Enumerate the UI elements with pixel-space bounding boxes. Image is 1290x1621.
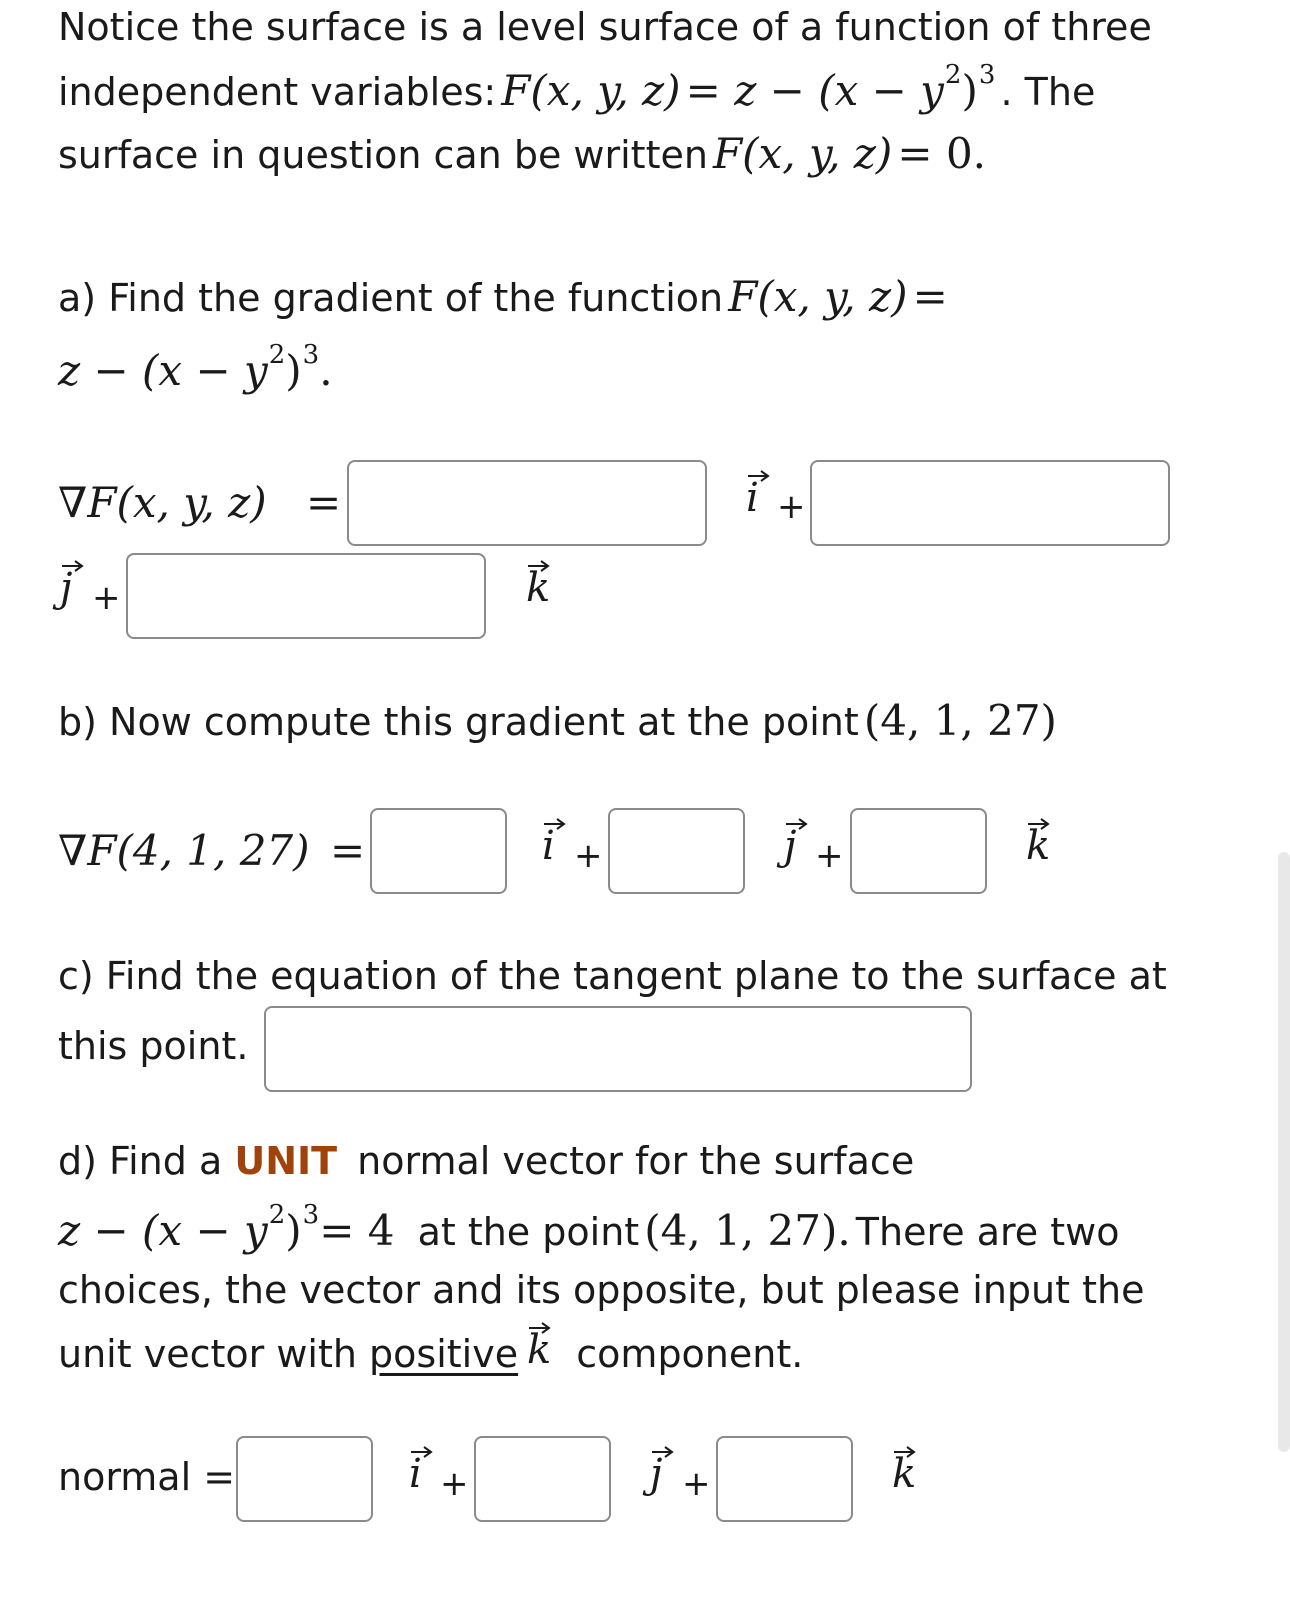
k-vector-label — [522, 560, 551, 611]
plus-sign: + — [682, 1464, 711, 1504]
plus-sign: + — [92, 578, 121, 618]
part-a-exp3: 3 — [302, 340, 320, 370]
part-d-eq4: = 4 — [319, 1206, 395, 1255]
part-a-line2 — [58, 340, 333, 395]
part-d-line2 — [58, 1200, 1120, 1255]
part-d-line1-prefix: d) Find a — [58, 1139, 223, 1183]
part-a-close: ) — [285, 346, 302, 395]
part-a-eq: = — [912, 272, 948, 321]
tangent-plane-input[interactable] — [264, 1006, 972, 1092]
part-b-grad-eq: = — [330, 826, 366, 875]
i-letter: i — [746, 475, 759, 521]
k-letter: k — [527, 1327, 552, 1373]
k-letter: k — [526, 565, 551, 611]
b-k-input[interactable] — [850, 808, 987, 894]
intro-line3-fx: F(x, y, z) — [713, 129, 893, 178]
part-d-close: ) — [285, 1206, 302, 1255]
intro-eq-zero: = 0. — [897, 129, 987, 178]
j-letter: j — [784, 823, 797, 869]
intro-line3-prefix: surface in question can be written — [58, 133, 708, 177]
grad-j-input[interactable] — [810, 460, 1170, 546]
unit-word: UNIT — [234, 1139, 338, 1183]
i-vector-label — [538, 818, 566, 869]
i-letter: i — [542, 823, 555, 869]
part-b-label: b) Now compute this gradient at the point — [58, 700, 859, 744]
normal-i-input[interactable] — [236, 1436, 373, 1522]
k-vector-label — [523, 1322, 552, 1373]
plus-sign: + — [815, 836, 844, 876]
b-j-input[interactable] — [608, 808, 745, 894]
intro-exp3: 3 — [978, 60, 996, 90]
part-d-expr: z − (x − y — [58, 1206, 268, 1255]
k-vector-label — [888, 1446, 917, 1497]
page-scrollbar[interactable] — [1278, 852, 1290, 1452]
k-letter: k — [1026, 823, 1051, 869]
part-b-grad-label: ∇F(4, 1, 27) — [58, 826, 310, 875]
part-d-exp2: 2 — [268, 1200, 286, 1230]
part-a-fx: F(x, y, z) — [728, 272, 908, 321]
part-d-point: (4, 1, 27). — [644, 1206, 851, 1255]
intro-line2-prefix: independent variables: — [58, 70, 497, 114]
part-d-at-text: at the point — [417, 1210, 640, 1254]
i-letter: i — [409, 1451, 422, 1497]
grad-k-input[interactable] — [126, 553, 486, 639]
intro-exp2: 2 — [944, 60, 962, 90]
b-i-input[interactable] — [370, 808, 507, 894]
j-vector-label — [646, 1446, 674, 1497]
part-d-line1 — [58, 1139, 915, 1183]
normal-j-input[interactable] — [474, 1436, 611, 1522]
k-vector-label — [1022, 818, 1051, 869]
intro-line2 — [58, 60, 1096, 115]
j-letter: j — [650, 1451, 663, 1497]
part-a-grad-eq: = — [306, 478, 342, 527]
part-d-two-text: There are two — [855, 1210, 1120, 1254]
part-a-line1 — [58, 272, 948, 321]
intro-line3 — [58, 129, 987, 178]
k-letter: k — [892, 1451, 917, 1497]
normal-k-input[interactable] — [716, 1436, 853, 1522]
intro-close: ) — [961, 66, 978, 115]
part-a-exp2: 2 — [268, 340, 286, 370]
intro-fx: F(x, y, z) — [501, 66, 681, 115]
part-a-grad-label: ∇F(x, y, z) — [58, 478, 267, 527]
part-c-line1: c) Find the equation of the tangent plane to the surface at — [58, 954, 1167, 998]
j-letter: j — [60, 565, 73, 611]
part-d-line4-suffix: component. — [576, 1332, 804, 1376]
positive-word: positive — [369, 1332, 519, 1376]
j-vector-label — [780, 818, 808, 869]
part-d-line4-prefix: unit vector with — [58, 1332, 357, 1376]
part-d-line4 — [58, 1332, 804, 1376]
i-vector-label — [742, 470, 770, 521]
intro-line1: Notice the surface is a level surface of a function of three — [58, 5, 1152, 49]
grad-i-input[interactable] — [347, 460, 707, 546]
part-a-expr: z − (x − y — [58, 346, 268, 395]
normal-label: normal = — [58, 1455, 236, 1499]
part-c-line2: this point. — [58, 1024, 249, 1068]
part-a-period: . — [319, 346, 333, 395]
j-vector-label — [56, 560, 84, 611]
i-vector-label — [405, 1446, 433, 1497]
intro-eq-rhs: = z − (x − y — [685, 66, 944, 115]
part-d-line3: choices, the vector and its opposite, but please input the — [58, 1268, 1145, 1312]
part-d-line1-suffix: normal vector for the surface — [357, 1139, 915, 1183]
plus-sign: + — [440, 1464, 469, 1504]
part-b-point: (4, 1, 27) — [863, 696, 1057, 745]
intro-line2-suffix: . The — [1000, 70, 1096, 114]
plus-sign: + — [574, 836, 603, 876]
part-b-line — [58, 696, 1057, 745]
plus-sign: + — [777, 487, 806, 527]
part-a-label: a) Find the gradient of the function — [58, 276, 724, 320]
part-d-exp3: 3 — [302, 1200, 320, 1230]
